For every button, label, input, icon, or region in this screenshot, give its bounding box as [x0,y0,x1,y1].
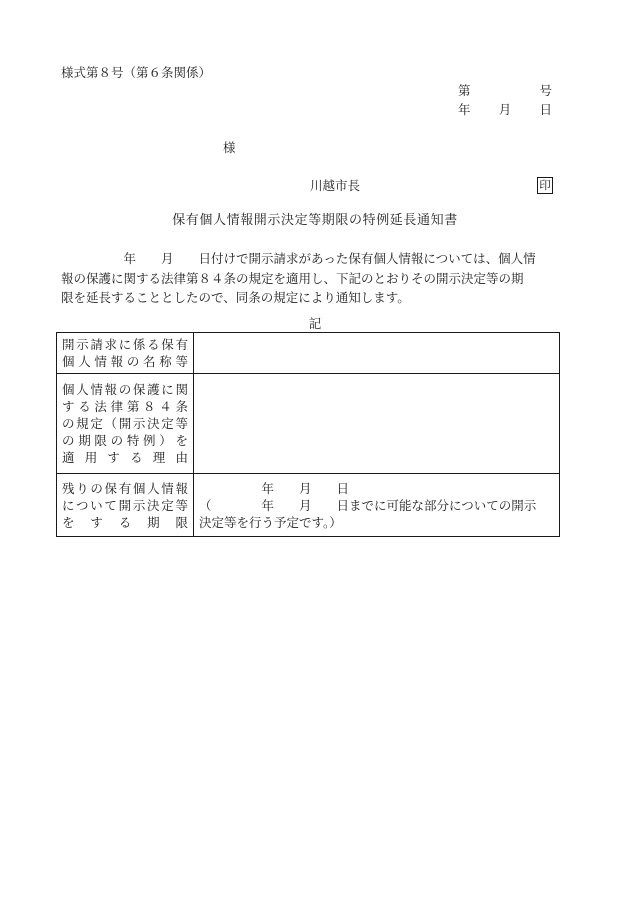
document-title: 保有個人情報開示決定等期限の特例延長通知書 [172,213,458,228]
form-number: 様式第８号（第６条関係） [61,65,212,80]
body-line: 限を延長することとしたので、同条の規定により通知します。 [61,290,410,305]
value-cell [194,474,560,537]
value-cell [194,374,560,474]
table-row [57,474,560,537]
value-line: 年 月 日 [199,480,350,496]
issue-date-line [458,104,552,117]
label-line: 適用する理由 [62,450,188,465]
label-cell [57,374,194,474]
table-row [57,374,560,474]
label-cell [57,333,194,374]
label-line: をする期限 [62,514,188,530]
body-line: 年 月 日付けで開示請求があった保有個人情報については、個人情 [61,251,536,266]
label-line: 開示請求に係る保有 [62,337,188,352]
table-row [57,333,560,374]
seal-mark: 印 [537,177,553,194]
label-line: の期限の特例）を [62,433,188,448]
label-line: 個人情報の保護に関 [62,382,188,397]
body-line: 報の保護に関する法律第８４条の規定を適用し、下記のとおりその開示決定等の期 [61,270,524,286]
date-day: 日 [539,102,552,117]
ki-heading: 記 [308,316,322,331]
label-line: について開示決定等 [62,497,188,513]
date-year: 年 [458,102,471,117]
body-paragraph [61,249,551,308]
date-month: 月 [498,102,512,117]
label-cell [57,474,194,537]
addressee: 様 [223,140,236,155]
label-line: の規定（開示決定等 [62,416,188,431]
value-cell [194,333,560,374]
label-line: する法律第８４条 [62,399,188,414]
document-number-line [458,85,552,98]
doc-number-prefix: 第 [458,83,471,98]
issuer-name: 川越市長 [310,178,361,193]
label-line: 残りの保有個人情報 [62,480,188,496]
doc-number-suffix: 号 [539,83,552,98]
value-line: 決定等を行う予定です。） [199,514,342,530]
label-line: 個人情報の名称等 [62,354,188,369]
value-line: （ 年 月 日までに可能な部分についての開示 [199,497,537,513]
details-table [56,332,560,537]
